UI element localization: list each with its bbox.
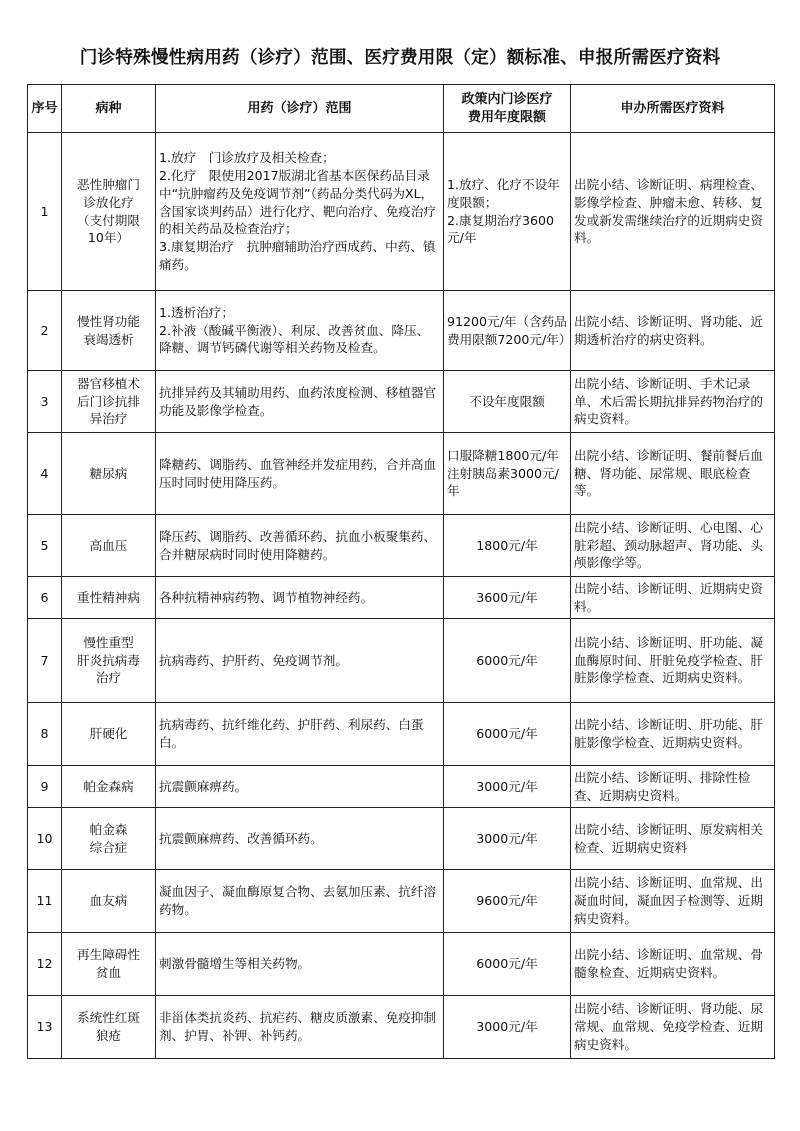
row-scope: 抗病毒药、抗纤维化药、护肝药、利尿药、白蛋白。 — [156, 703, 444, 766]
row-seq: 6 — [28, 577, 62, 619]
row-limit: 3000元/年 — [444, 996, 571, 1059]
row-disease: 帕金森病 — [62, 766, 156, 808]
row-limit: 口服降糖1800元/年 注射胰岛素3000元/年 — [444, 433, 571, 515]
row-scope: 抗震颤麻痹药、改善循环药。 — [156, 808, 444, 870]
row-docs: 出院小结、诊断证明、病理检查、影像学检查、肿瘤未愈、转移、复发或新发需继续治疗的近期病史资料。 — [571, 133, 775, 291]
table-row — [28, 996, 775, 1059]
row-docs: 出院小结、诊断证明、手术记录单、术后需长期抗排异药物治疗的病史资料。 — [571, 371, 775, 433]
row-disease: 慢性肾功能 衰竭透析 — [62, 291, 156, 371]
row-limit: 1800元/年 — [444, 515, 571, 577]
row-scope: 降糖药、调脂药、血管神经并发症用药，合并高血压时同时使用降压药。 — [156, 433, 444, 515]
table-row — [28, 515, 775, 577]
row-disease: 糖尿病 — [62, 433, 156, 515]
row-seq: 2 — [28, 291, 62, 371]
row-scope: 抗排异药及其辅助用药、血药浓度检测、移植器官功能及影像学检查。 — [156, 371, 444, 433]
row-scope: 1.透析治疗； 2.补液（酸碱平衡液）、利尿、改善贫血、降压、降糖、调节钙磷代谢等相关药物及检查。 — [156, 291, 444, 371]
row-scope: 降压药、调脂药、改善循环药、抗血小板聚集药、合并糖尿病时同时使用降糖药。 — [156, 515, 444, 577]
row-disease: 恶性肿瘤门 诊放化疗 （支付期限 10年） — [62, 133, 156, 291]
row-disease: 再生障碍性 贫血 — [62, 933, 156, 996]
table-row — [28, 291, 775, 371]
row-seq: 7 — [28, 619, 62, 703]
row-limit: 3600元/年 — [444, 577, 571, 619]
row-scope: 1.放疗 门诊放疗及相关检查； 2.化疗 限使用2017版湖北省基本医保药品目录中“抗肿瘤药及免疫调节剂”（药品分类代码为XL，含国家谈判药品）进行化疗、靶向治疗、免疫治疗的相关药品及检查治疗； 3.康复期治疗 抗肿瘤辅助治疗西成药、中药、镇痛药。 — [156, 133, 444, 291]
policy-table — [27, 84, 775, 1059]
row-limit: 6000元/年 — [444, 619, 571, 703]
row-limit: 6000元/年 — [444, 933, 571, 996]
table-row — [28, 371, 775, 433]
row-seq: 13 — [28, 996, 62, 1059]
header-disease: 病种 — [62, 85, 156, 133]
row-limit: 1.放疗、化疗不设年度限额； 2.康复期治疗3600元/年 — [444, 133, 571, 291]
header-limit: 政策内门诊医疗 费用年度限额 — [444, 85, 571, 133]
row-docs: 出院小结、诊断证明、心电图、心脏彩超、颈动脉超声、肾功能、头颅影像学等。 — [571, 515, 775, 577]
row-seq: 11 — [28, 870, 62, 933]
row-docs: 出院小结、诊断证明、原发病相关检查、近期病史资料 — [571, 808, 775, 870]
row-docs: 出院小结、诊断证明、肝功能、凝血酶原时间、肝脏免疫学检查、肝脏影像学检查、近期病史资料。 — [571, 619, 775, 703]
row-scope: 非甾体类抗炎药、抗疟药、糖皮质激素、免疫抑制剂、护胃、补钾、补钙药。 — [156, 996, 444, 1059]
row-docs: 出院小结、诊断证明、餐前餐后血糖、肾功能、尿常规、眼底检查等。 — [571, 433, 775, 515]
table-row — [28, 619, 775, 703]
row-disease: 慢性重型 肝炎抗病毒 治疗 — [62, 619, 156, 703]
table-row — [28, 703, 775, 766]
row-seq: 8 — [28, 703, 62, 766]
row-docs: 出院小结、诊断证明、肝功能、肝脏影像学检查、近期病史资料。 — [571, 703, 775, 766]
row-docs: 出院小结、诊断证明、近期病史资料。 — [571, 577, 775, 619]
row-seq: 3 — [28, 371, 62, 433]
row-disease: 肝硬化 — [62, 703, 156, 766]
document-title: 门诊特殊慢性病用药（诊疗）范围、医疗费用限（定）额标准、申报所需医疗资料 — [79, 47, 721, 68]
row-limit: 9600元/年 — [444, 870, 571, 933]
row-limit: 不设年度限额 — [444, 371, 571, 433]
row-docs: 出院小结、诊断证明、肾功能、尿常规、血常规、免疫学检查、近期病史资料。 — [571, 996, 775, 1059]
row-scope: 刺激骨髓增生等相关药物。 — [156, 933, 444, 996]
row-limit: 6000元/年 — [444, 703, 571, 766]
table-row — [28, 933, 775, 996]
row-disease: 高血压 — [62, 515, 156, 577]
row-seq: 10 — [28, 808, 62, 870]
table-row — [28, 577, 775, 619]
row-scope: 凝血因子、凝血酶原复合物、去氨加压素、抗纤溶药物。 — [156, 870, 444, 933]
table-row — [28, 133, 775, 291]
row-disease: 血友病 — [62, 870, 156, 933]
row-limit: 3000元/年 — [444, 766, 571, 808]
row-docs: 出院小结、诊断证明、血常规、出凝血时间，凝血因子检测等、近期病史资料。 — [571, 870, 775, 933]
row-limit: 91200元/年（含药品费用限额7200元/年） — [444, 291, 571, 371]
row-scope: 各种抗精神病药物、调节植物神经药。 — [156, 577, 444, 619]
row-scope: 抗震颤麻痹药。 — [156, 766, 444, 808]
row-seq: 5 — [28, 515, 62, 577]
table-row — [28, 870, 775, 933]
row-disease: 系统性红斑 狼疮 — [62, 996, 156, 1059]
table-row — [28, 433, 775, 515]
row-docs: 出院小结、诊断证明、排除性检查、近期病史资料。 — [571, 766, 775, 808]
row-seq: 1 — [28, 133, 62, 291]
row-seq: 4 — [28, 433, 62, 515]
row-seq: 12 — [28, 933, 62, 996]
row-seq: 9 — [28, 766, 62, 808]
row-limit: 3000元/年 — [444, 808, 571, 870]
table-row — [28, 766, 775, 808]
header-docs: 申办所需医疗资料 — [571, 85, 775, 133]
row-docs: 出院小结、诊断证明、血常规、骨髓象检查、近期病史资料。 — [571, 933, 775, 996]
row-disease: 重性精神病 — [62, 577, 156, 619]
table-row — [28, 808, 775, 870]
header-scope: 用药（诊疗）范围 — [156, 85, 444, 133]
header-seq: 序号 — [28, 85, 62, 133]
row-docs: 出院小结、诊断证明、肾功能、近期透析治疗的病史资料。 — [571, 291, 775, 371]
table-header-row — [28, 85, 775, 133]
row-disease: 帕金森 综合症 — [62, 808, 156, 870]
row-disease: 器官移植术 后门诊抗排 异治疗 — [62, 371, 156, 433]
row-scope: 抗病毒药、护肝药、免疫调节剂。 — [156, 619, 444, 703]
